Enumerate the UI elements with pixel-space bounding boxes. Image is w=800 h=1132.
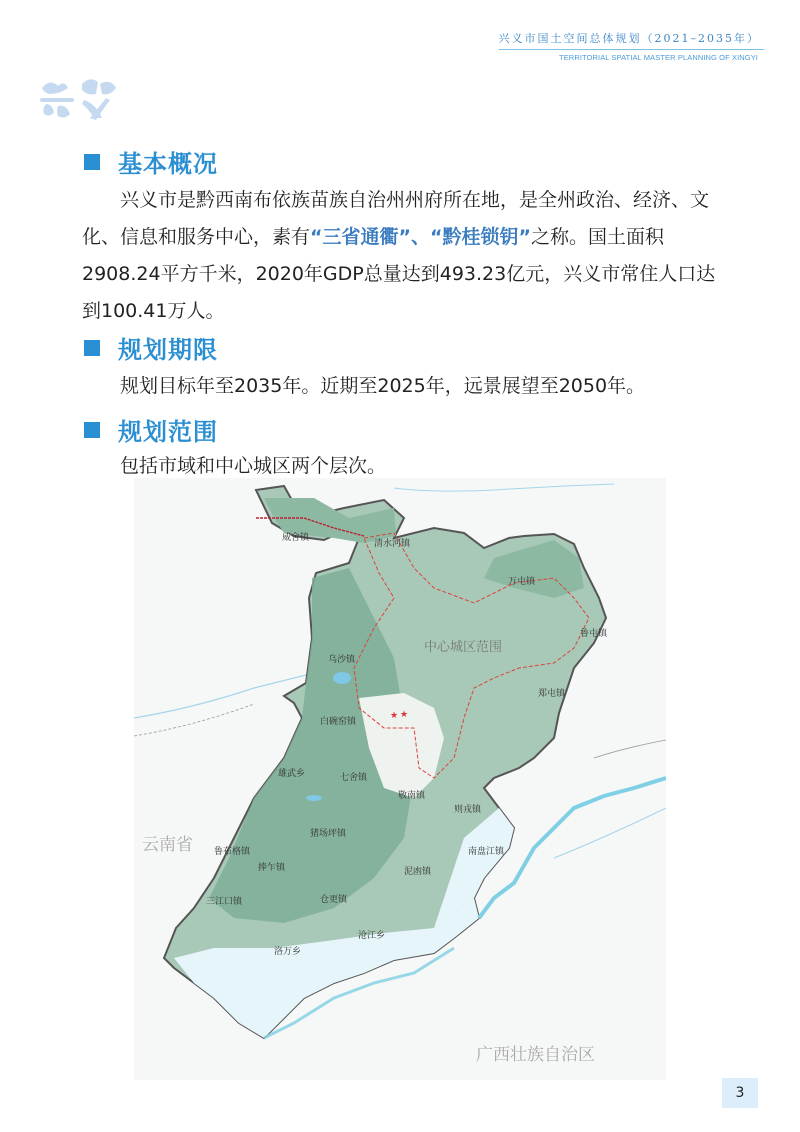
town-label: 万屯镇	[508, 577, 536, 587]
town-label: 郑屯镇	[538, 689, 566, 699]
section-bullet-icon	[84, 422, 100, 438]
town-label: 洛万乡	[274, 947, 302, 957]
highlight-text: “黔桂锁钥”	[430, 226, 531, 248]
section-title-overview	[84, 144, 218, 179]
header-title-en: TERRITORIAL SPATIAL MASTER PLANNING OF XINGYI	[559, 53, 758, 62]
town-label: 则戎镇	[454, 805, 482, 815]
header-title-cn: 兴义市国土空间总体规划（2021–2035年）	[499, 30, 765, 50]
town-label: 乌沙镇	[328, 655, 356, 665]
section-bullet-icon	[84, 340, 100, 356]
section-title-scope	[84, 412, 218, 447]
town-label: 泥凼镇	[404, 867, 432, 877]
town-label: 猪场坪镇	[310, 829, 347, 839]
period-paragraph: 规划目标年至2035年。近期至2025年，远景展望至2050年。	[120, 375, 646, 397]
section-title-text: 基本概况	[118, 150, 218, 178]
town-label: 清水河镇	[374, 539, 411, 549]
paragraph-text: 之称。国土面积2908.24平方千米，2020年GDP总量达到493.23亿元，兴义市常住人口达到100.41万人。	[82, 226, 716, 322]
scope-paragraph: 包括市域和中心城区两个层次。	[120, 455, 387, 477]
town-label: 鲁屯镇	[580, 629, 608, 639]
highlight-separator: 、	[411, 226, 431, 248]
page-header	[499, 30, 765, 62]
town-label: 仓更镇	[320, 895, 348, 905]
planning-map	[134, 478, 666, 1080]
town-label: 南盘江镇	[468, 847, 505, 857]
overview-paragraph	[82, 182, 722, 330]
xingyi-logo-icon	[36, 74, 120, 122]
town-label: 沧江乡	[358, 931, 386, 941]
highlight-text: “三省通衢”	[310, 226, 411, 248]
town-label: 白碗窑镇	[320, 717, 357, 727]
section-title-text: 规划范围	[118, 418, 218, 446]
paragraph-text: 兴义市是黔西南布依族苗族自治州州府所在地，是全州政治、经济、文化、信息和服务中心，素有	[82, 189, 710, 248]
town-label: 雄武乡	[278, 769, 306, 779]
svg-text:★: ★	[400, 710, 409, 720]
region-label-guangxi: 广西壮族自治区	[476, 1045, 595, 1065]
town-label: 捧乍镇	[258, 863, 286, 873]
section-title-period	[84, 330, 218, 365]
town-label: 威舍镇	[282, 533, 310, 543]
section-title-text: 规划期限	[118, 336, 218, 364]
region-label-yunnan: 云南省	[142, 835, 193, 855]
town-label: 敬南镇	[398, 791, 426, 801]
section-bullet-icon	[84, 154, 100, 170]
town-label: 三江口镇	[206, 897, 243, 907]
town-label: 鲁布格镇	[214, 847, 251, 857]
page-number: 3	[722, 1078, 758, 1108]
town-label: 七舍镇	[340, 773, 368, 783]
svg-text:★: ★	[390, 711, 399, 721]
center-zone-label: 中心城区范围	[424, 640, 503, 655]
